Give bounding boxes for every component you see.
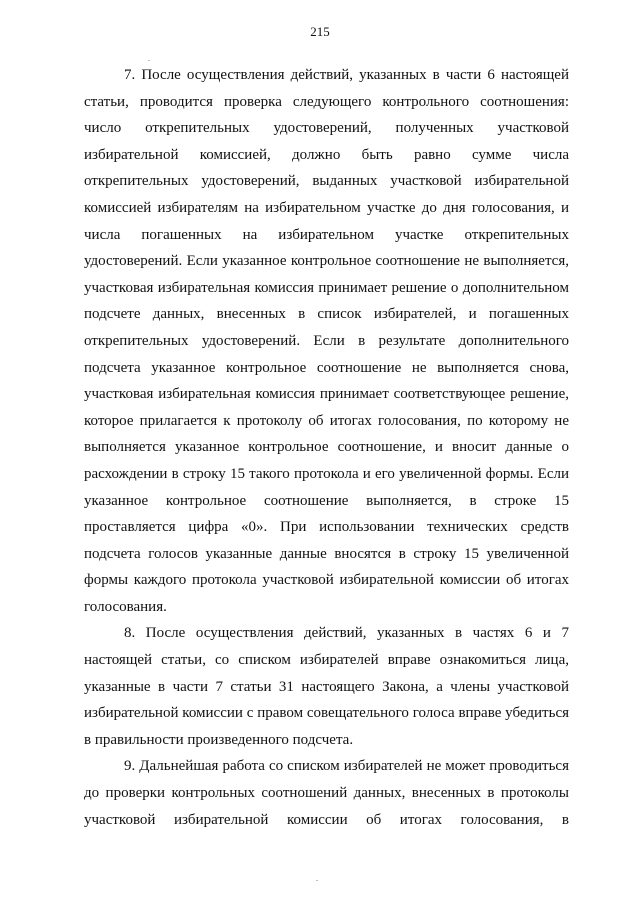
paragraph-8: 8. После осуществления действий, указанных в частях 6 и 7 настоящей статьи, со списком избирателей вправе ознакомиться лица, указанные в части 7 статьи 31 настоящего Закона, а члены участковой избирательной комиссии с правом совещательного голоса вправе убедиться в правильности произведенного подсчета. — [84, 625, 569, 748]
document-body — [84, 62, 569, 833]
scan-speck — [316, 880, 318, 881]
page-number: 215 — [310, 24, 330, 39]
scan-speck — [148, 60, 150, 61]
paragraph-7: 7. После осуществления действий, указанных в части 6 настоящей статьи, проводится проверка следующего контрольного соотношения: число открепительных удостоверений, полученных участковой избирательной комиссией, должно быть равно сумме числа открепительных удостоверений, выданных участковой избирательной комиссией избирателям на избирательном участке до дня голосования, и числа погашенных на избирательном участке открепительных удостоверений. Если указанное контрольное соотношение не выполняется, участковая избирательная комиссия принимает решение о дополнительном подсчете данных, внесенных в список избирателей, и погашенных открепительных удостоверений. Если в результате дополнительного подсчета указанное контрольное соотношение не выполняется снова, участковая избирательная комиссия принимает соответствующее решение, которое прилагается к протоколу об итогах голосования, по которому не выполняется указанное контрольное соотношение, и вносит данные о расхождении в строку 15 такого протокола и его увеличенной формы. Если указанное контрольное соотношение выполняется, в строке 15 проставляется цифра «0». При использовании технических средств подсчета голосов указанные данные вносятся в строку 15 увеличенной формы каждого протокола участковой избирательной комиссии об итогах голосования. — [84, 67, 569, 615]
paragraph-9: 9. Дальнейшая работа со списком избирателей не может проводиться до проверки контрольных соотношений данных, внесенных в протоколы участковой избирательной комиссии об итогах голосования, в — [84, 758, 569, 828]
